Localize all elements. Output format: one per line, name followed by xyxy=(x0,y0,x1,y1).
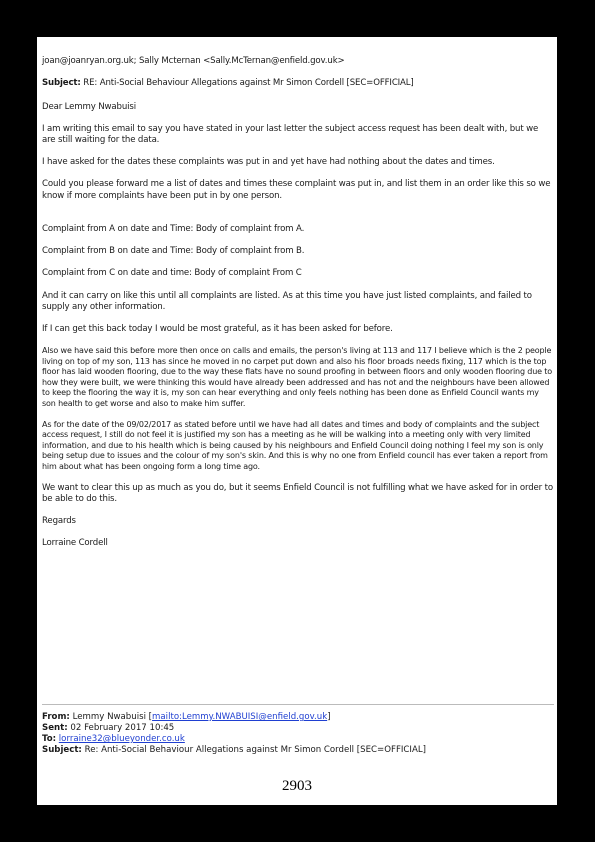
subject-label: Subject: xyxy=(42,78,81,88)
footer-divider xyxy=(42,704,554,705)
sent-label: Sent: xyxy=(42,723,68,733)
cc-line: joan@joanryan.org.uk; Sally Mcternan <Sally.McTernan@enfield.gov.uk> xyxy=(42,56,345,66)
to-label: To: xyxy=(42,734,57,744)
closing: Regards xyxy=(42,516,76,526)
complaint-line: Complaint from A on date and Time: Body of complaint from A. xyxy=(42,224,305,234)
paragraph-7: As for the date of the 09/02/2017 as stated before until we have had all dates and times and body of complaints and the subject access request, I still do not feel it is justified my son has a meeting as he will be walking into a meeting only with very limited information, and due to his health which is being caused by his neighbours and Enfield Council doing nothing I feel my son is only being setup due to issues and the colour of my son's skin. And this is why no one from Enfield council has ever taken a report from him about what has been ongoing form a long time ago. xyxy=(42,419,548,471)
forwarded-header xyxy=(42,712,554,756)
from-close: ] xyxy=(327,712,331,722)
subject-line xyxy=(42,78,554,90)
paragraph-5: If I can get this back today I would be most grateful, as it has been asked for before. xyxy=(42,324,393,334)
paragraph-1: I am writing this email to say you have stated in your last letter the subject access request has been dealt with, but we are still waiting for the data. xyxy=(42,123,539,145)
to-email-link[interactable]: lorraine32@blueyonder.co.uk xyxy=(58,734,185,744)
from-row xyxy=(42,712,554,723)
paragraph-4: And it can carry on like this until all complaints are listed. As at this time you have just listed complaints, and failed to supply any other information. xyxy=(42,290,532,312)
footer-subject-value: Re: Anti-Social Behaviour Allegations against Mr Simon Cordell [SEC=OFFICIAL] xyxy=(84,745,426,755)
complaint-list xyxy=(42,224,554,280)
paragraph-8: We want to clear this up as much as you do, but it seems Enfield Council is not fulfilling what we have asked for in order to be able to do this. xyxy=(42,482,553,504)
signature: Lorraine Cordell xyxy=(42,538,108,548)
to-row xyxy=(42,734,554,745)
sent-row xyxy=(42,723,554,734)
paragraph-6: Also we have said this before more then once on calls and emails, the person's living at 113 and 117 I believe which is the 2 people living on top of my son, 113 has since he moved in no carpet put down and also his floor broads needs fixing, 117 which is the top floor has laid wooden flooring, due to the way these flats have no sound proofing in between floors and only wooden flooring due to how they were built, we were thinking this would have already been addressed and has not and the neighbours have been allowed to keep the flooring the way it is, my son can hear everything and only feels nothing has been done as Enfield Council wants my son health to get worse and also to make him suffer. xyxy=(42,346,553,408)
email-content xyxy=(42,56,554,560)
subject-value: RE: Anti-Social Behaviour Allegations against Mr Simon Cordell [SEC=OFFICIAL] xyxy=(83,78,414,88)
from-email-link[interactable]: mailto:Lemmy.NWABUISI@enfield.gov.uk xyxy=(152,712,328,722)
footer-subject-label: Subject: xyxy=(42,745,82,755)
greeting: Dear Lemmy Nwabuisi xyxy=(42,101,136,112)
from-label: From: xyxy=(42,712,70,722)
sent-value: 02 February 2017 10:45 xyxy=(70,723,175,733)
document-page xyxy=(37,37,557,805)
paragraph-3: Could you please forward me a list of dates and times these complaint was put in, and list them in an order like this so we know if more complaints have been put in by one person. xyxy=(42,179,551,201)
page-number: 2903 xyxy=(282,778,312,794)
footer-subject-row xyxy=(42,745,554,756)
from-value: Lemmy Nwabuisi [ xyxy=(72,712,153,722)
complaint-line: Complaint from B on date and Time: Body of complaint from B. xyxy=(42,246,305,256)
complaint-line: Complaint from C on date and time: Body of complaint From C xyxy=(42,268,302,278)
paragraph-2: I have asked for the dates these complaints was put in and yet have had nothing about the dates and times. xyxy=(42,157,495,167)
